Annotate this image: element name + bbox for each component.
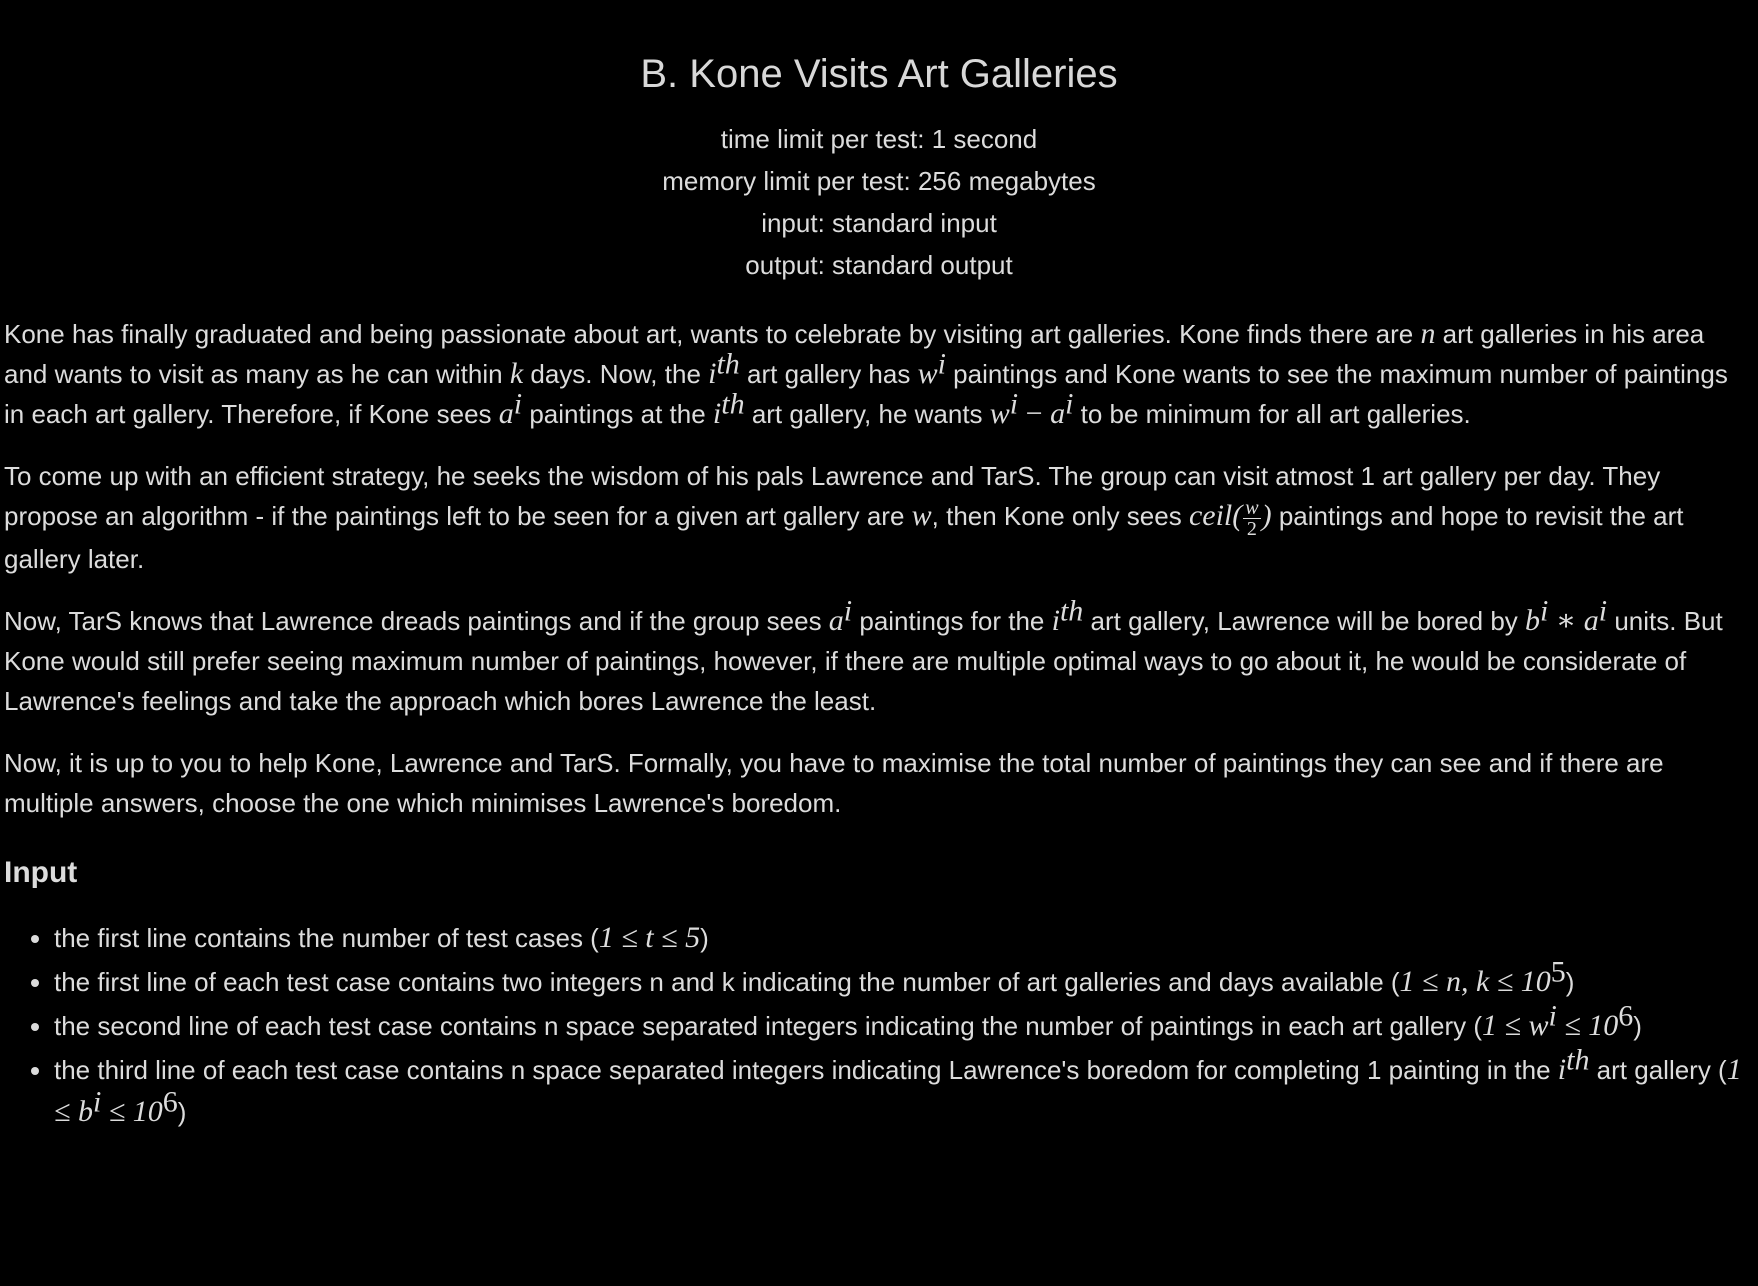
input-spec: input: standard input [761,208,997,238]
math-sup-i: i [843,593,853,627]
math-constraint: 1 ≤ n, k ≤ 10 [1399,964,1551,998]
statement-paragraph-3 [4,593,1754,721]
text: days. Now, the [523,359,709,389]
math-close-paren: ) [1261,499,1272,532]
statement-paragraph-1 [4,314,1754,434]
list-item [54,998,1754,1047]
math-b: b [1525,603,1541,637]
math-w: w [911,499,932,532]
math-constraint: 1 ≤ w [1481,1008,1549,1042]
text: paintings for the [852,605,1052,636]
text: ) [177,1096,187,1127]
math-i: i [708,357,717,390]
math-minus: − [1018,397,1051,430]
text: the second line of each test case contains n space separated integers indicating the number of paintings in each art gallery ( [54,1010,1482,1041]
output-spec: output: standard output [745,250,1013,280]
text: art gallery, he wants [744,399,990,429]
math-sup-i: i [1548,998,1557,1032]
math-sup-th: th [1566,1042,1590,1076]
math-a: a [498,397,514,430]
math-a: a [828,603,844,637]
time-limit: time limit per test: 1 second [720,124,1038,154]
math-sup-th: th [1059,593,1084,627]
list-item [54,1042,1754,1133]
text: ) [700,922,709,953]
text: paintings and Kone wants to see the maximum number of paintings in each art gallery. Therefore, if Kone sees [4,359,1728,429]
text: Kone has finally graduated and being passionate about art, wants to celebrate by visiting art galleries. Kone finds there are [4,319,1421,349]
problem-statement [0,44,1758,1133]
math-constraint: ≤ 10 [1556,1008,1619,1042]
text: ) [1633,1010,1642,1041]
math-fraction [1243,498,1260,539]
text: , then Kone only sees [931,501,1189,531]
text: art gallery ( [1589,1054,1727,1085]
problem-title: B. Kone Visits Art Galleries [640,52,1118,96]
math-i: i [1051,603,1060,637]
text: the first line of each test case contains two integers n and k indicating the number of art galleries and days available ( [54,966,1400,997]
math-star: ∗ [1548,603,1584,637]
math-sup-i: i [92,1084,102,1118]
text: the first line contains the number of test cases ( [54,922,599,953]
math-a: a [1050,397,1066,430]
text: the third line of each test case contains n space separated integers indicating Lawrence's boredom for completing 1 painting in the [54,1054,1558,1085]
math-ceil: ceil( [1188,499,1243,532]
text: units. But Kone would still prefer seeing maximum number of paintings, however, if there are multiple optimal ways to go about it, he would be considerate of Lawrence's feelings and take the approach which bores Lawrence the least. [4,605,1723,716]
math-w: w [917,357,938,390]
math-w: w [989,397,1010,430]
math-sup-i: i [1009,387,1019,421]
fraction-denominator: 2 [1246,517,1257,540]
input-heading: Input [4,855,78,889]
memory-limit: memory limit per test: 256 megabytes [662,166,1096,196]
math-constraint: ≤ 10 [101,1094,163,1128]
problem-header [4,44,1754,286]
text: art gallery has [739,359,918,389]
math-sup-i: i [1540,593,1549,627]
math-sup-i: i [1598,593,1608,627]
math-constraint: 1 ≤ t ≤ 5 [598,920,701,954]
math-constraint: 1 ≤ b [54,1052,1742,1128]
text: To come up with an efficient strategy, he seeks the wisdom of his pals Lawrence and TarS. The group can visit atmost 1 art gallery per day. They propose an algorithm - if the paintings left to be seen for a given art gallery are [4,461,1661,531]
text: ) [1565,966,1575,997]
text: to be minimum for all art galleries. [1073,399,1471,429]
statement-paragraph-2 [4,456,1754,579]
math-exponent: 6 [162,1084,178,1118]
fraction-numerator: w [1245,496,1259,519]
math-sup-th: th [716,347,740,381]
text: art galleries in his area and wants to visit as many as he can within [4,319,1705,389]
math-k: k [509,357,524,390]
math-n: n [1420,317,1436,350]
input-list [4,917,1754,1133]
math-sup-i: i [1065,387,1074,421]
math-sup-i: i [513,387,523,421]
list-item [54,954,1754,1003]
math-sup-th: th [721,387,745,421]
math-exponent: 5 [1550,954,1566,988]
math-i: i [712,397,722,430]
text: Now, TarS knows that Lawrence dreads paintings and if the group sees [4,605,829,636]
math-sup-i: i [937,347,946,381]
math-exponent: 6 [1618,998,1634,1032]
statement-paragraph-4: Now, it is up to you to help Kone, Lawrence and TarS. Formally, you have to maximise the total number of paintings they can see and if there are multiple answers, choose the one which minimises Lawrence's boredom. [4,747,1664,818]
math-a: a [1583,603,1599,637]
list-item [54,917,1754,959]
text: paintings and hope to revisit the art gallery later. [4,501,1684,574]
text: art gallery, Lawrence will be bored by [1083,605,1526,636]
math-i: i [1557,1052,1567,1086]
text: paintings at the [522,399,713,429]
